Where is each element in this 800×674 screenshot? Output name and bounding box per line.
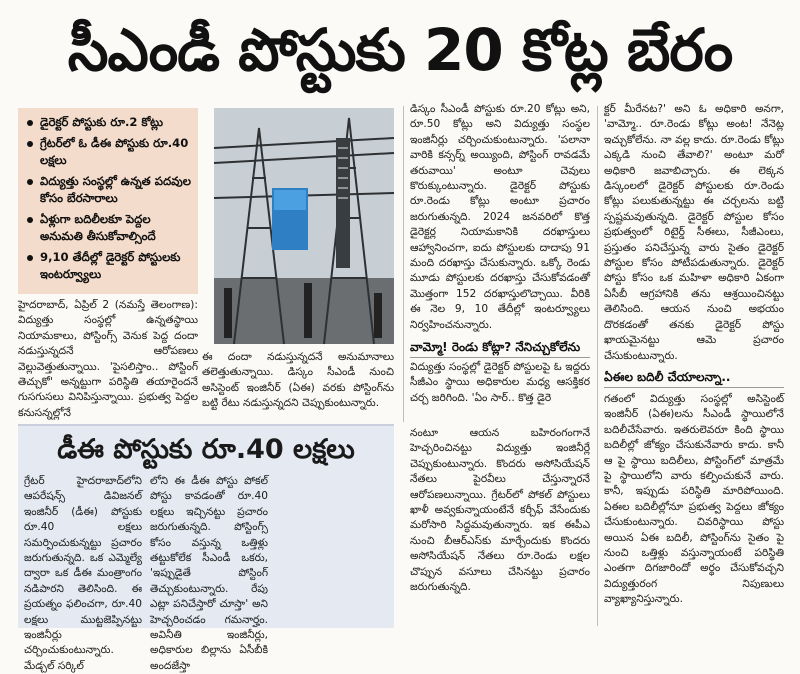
article-column-2-sub xyxy=(410,360,590,424)
highlight-item: ఏళ్లుగా బదిలీలకూ పెద్దల అనుమతి తీసుకోవాల్సిందే xyxy=(26,211,192,245)
article-text: గతంలో విద్యుత్తు సంస్థల్లో అసిస్టెంట్ ఇంజినీర్ (ఏఈ)లను సీఎండీ స్థాయిలోనే బదిలీచేసేవారు. ఇతరులెవరూ కింది స్థాయి బదిలీల్లో జోక్యం చేసుకునేవారు కాదు. కానీ ఆ పై స్థాయి బదిలీలు, పోస్టింగ్‌లో మాత్రమే పై స్థాయిలోని వారు కల్పించుకునే వారు. కానీ, ఇప్పుడు పరిస్థితి మారిపోయింది. ఏఈల బదిలీల్లోనూ ప్రభుత్వ పెద్దలు జోక్యం చేసుకుంటున్నారు. చివరిస్థాయి పోస్టు అయిన ఏఈ బదిలీ, పోస్టింగ్‌ను సైతం పై నుంచి ఒత్తిళ్లు వస్తున్నాయంటే పరిస్థితి ఎంతగా దిగజారిందో అర్థం చేసుకోవచ్చని విద్యుత్తురంగ నిపుణులు వ్యాఖ్యానిస్తున్నారు. xyxy=(604,393,784,606)
box-column-1 xyxy=(24,474,142,672)
subheading-rupees-two-crore: వామ్మో! రెండు కోట్లా? నేనిచ్చుకోలేను xyxy=(410,338,590,356)
article-text: ఈ దందా నడుస్తున్నదనే అనుమానాలు తలెత్తుతున్నాయి. డిస్కం సీఎండీ నుంచి అసిస్టెంట్ ఇంజినీర్ (ఏఈ) వరకు పోస్టింగ్‌ను బట్టి రేటు నడుస్తున్నదని చెప్పుకుంటున్నారు. xyxy=(202,351,394,410)
highlights-box xyxy=(18,108,198,294)
article-text: గ్రేటర్ హైదరాబాద్‌లోని ఆపరేషన్స్ డివిజనల్ ఇంజినీర్ (డీఈ) పోస్టుకు రూ.40 లక్షలు సమర్పించుకున్నట్టు ప్రచారం జరుగుతున్నది. ఒక ఎమ్మెల్యే ద్వారా ఒక డీఈ మంత్రాంగం నడిపారని తెలిసింది. ఈ ప్రయత్నం ఫలించగా, రూ.40 లక్షలు ముట్టజెప్పినట్టు ఇంజినీర్లు చర్చించుకుంటున్నారు. మేడ్చల్ సర్కిల్ xyxy=(24,475,142,672)
article-text: నంటూ ఆయన బహిరంగంగానే హెచ్చరించినట్టు విద్యుత్తు ఇంజినీర్లే చెప్పుకుంటున్నారు. కొందరు అసోసియేషన్ నేతలు పైరవీలు చేస్తున్నారనే ఆరోపణలున్నాయి. గ్రేటర్‌లో పోకల్ పోస్టులు ఖాళీ అవ్వకున్నాయంటేనే కర్చీఫ్ వేసేందుకు మరోసారి సిద్ధమవుతున్నారు. ఇక ఈపీఎ నుంచి బీఆర్‌ఎస్‌కు మార్చేందుకు కొందరు అసోసియేషన్ నేతలు రూ.రెండు లక్షల చొప్పున వసూలు చేసినట్టు ప్రచారం జరుగుతున్నది. xyxy=(410,427,590,594)
de-post-box-title: డీఈ పోస్టుకు రూ.40 లక్షలు xyxy=(57,434,355,465)
article-text: డిస్కం సీఎండీ పోస్టుకు రూ.20 కోట్లు అని, రూ.50 కోట్లు అని విద్యుత్తు సంస్థల ఇంజినీర్లు చర్చించుకుంటున్నారు. 'పలానా వారికి కన్సర్న్ అయ్యింది, పోస్టింగ్ రావడమే తరువాయి' అంటూ చెవులు కొరుక్కుంటున్నారు. డైరెక్టర్ పోస్టుకు రూ.రెండు కోట్లు అంటూ ప్రచారం జరుగుతున్నది. 2024 జనవరిలో కొత్త డైరెక్టర్ల నియామకానికి దరఖాస్తులు ఆహ్వానించగా, ఐదు పోస్టులకు దాదాపు 91 మంది దరఖాస్తు చేసుకున్నారు. ఒక్కో రెండు మూడు పోస్టులకు దరఖాస్తు చేసుకోవడంతో మొత్తంగా 152 దరఖాస్తులొచ్చాయి. వీరికి ఈ నెల 9, 10 తేదీల్లో ఇంటర్వ్యూలు నిర్వహించనున్నారు. xyxy=(410,103,590,331)
article-column-3 xyxy=(604,102,784,364)
box-column-2 xyxy=(150,474,268,672)
highlight-item: డైరెక్టర్ పోస్టుకు రూ.2 కోట్లు xyxy=(26,114,192,131)
highlight-item: విద్యుత్తు సంస్థల్లో ఉన్నత పదవుల కోసం బేరసారాలు xyxy=(26,173,192,207)
article-column-1-cont xyxy=(202,350,394,422)
subheading-ae-transfers: ఏఈల బదిలీ చేయాలన్నా.. xyxy=(604,368,784,386)
highlight-item: గ్రేటర్‌లో ఓ డీఈ పోస్టుకు రూ.40 లక్షలు xyxy=(26,135,192,169)
article-column-3-sub xyxy=(604,392,784,624)
column-divider xyxy=(597,106,598,626)
substation-image xyxy=(214,108,394,344)
substation-photo xyxy=(214,108,394,344)
article-text: లోని ఈ డీఈ పోస్టు పోకల్ పోస్టు కావడంతో రూ.40 లక్షలు ఇచ్చినట్టు ప్రచారం జరుగుతున్నది. పోస్టింగ్స్ కోసం వస్తున్న ఒత్తిళ్లు తట్టుకోలేక సీఎండీ ఒకరు, 'ఇప్పుడైతే పోస్టింగ్ తెచ్చుకుంటున్నారు. రేపు ఎట్లా పనిచేస్తారో చూస్తా' అని హెచ్చరించడం గమనార్హం. అవినీతి ఇంజినీర్లు, అధికారుల బిల్లాను ఏసీబీకి అందజేస్తా xyxy=(150,475,268,672)
article-text: విద్యుత్తు సంస్థల్లో డైరెక్టర్ పోస్టులపై ఓ ఇద్దరు సీజీఎం స్థాయి అధికారుల మధ్య ఆసక్తికర చర్చ జరిగింది. 'ఏం సార్.. కొత్త డైరె xyxy=(410,361,590,404)
headline: సీఎండీ పోస్టుకు 20 కోట్ల బేరం xyxy=(67,16,733,84)
column-divider xyxy=(403,106,404,422)
box-column-3 xyxy=(410,426,590,624)
article-text: హైదరాబాద్, ఏప్రిల్ 2 (నమస్తే తెలంగాణ): విద్యుత్తు సంస్థల్లో ఉన్నతస్థాయి నియామకాలు, పోస్టింగ్స్ వెనుక పెద్ద దందా నడుస్తున్నదనే ఆరోపణలు వెల్లువెత్తుతున్నాయి. 'పైసలిస్తాం.. పోస్టింగ్ తెచ్చుకో' అన్నట్టుగా పరిస్థితి తయారైందనే గుసగుసలు వినిపిస్తున్నాయి. ప్రభుత్వ పెద్దల కనుసన్నల్లోనే xyxy=(18,299,198,419)
article-text: క్టర్ మీరేనట?' అని ఓ అధికారి అనగా, 'వామ్మో.. రూ.రెండు కోట్లు అంట! నేనెట్ల ఇచ్చుకోలేను. నా వల్ల కాదు. రూ.రెండు కోట్లు ఎక్కడి నుంచి తేవాలి?' అంటూ మరో అధికారి జవాబిచ్చారు. ఈ లెక్కన డిస్కంలలో డైరెక్టర్ పోస్టులకు రూ.రెండు కోట్లు పలుకుతున్నట్టు ఈ చర్చలను బట్టి స్పష్టమవుతున్నది. డైరెక్టర్ పోస్టుల కోసం ప్రభుత్వంలో రిటైర్డ్ సీఈలు, సీజీఎంలు, ప్రస్తుతం పనిచేస్తున్న వారు సైతం డైరెక్టర్ పోస్టుల కోసం పోటీపడుతున్నారు. డైరెక్టర్ పోస్టు కోసం ఒక మహిళా అధికారి ఏకంగా ఏసీబీ ఆగ్రహానికి తను ఆశ్రయించినట్టు తెలిసింది. ఆయన నుంచి అభయం దొరకడంతో తనకు డైరెక్టర్ పోస్టు ఖాయమైనట్టు ఆమె ప్రచారం చేసుకుంటున్నారు. xyxy=(604,103,784,362)
highlight-item: 9,10 తేదీల్లో డైరెక్టర్ పోస్టులకు ఇంటర్వ్యూలు xyxy=(26,249,192,283)
article-column-2 xyxy=(410,102,590,334)
article-column-1 xyxy=(18,298,198,422)
